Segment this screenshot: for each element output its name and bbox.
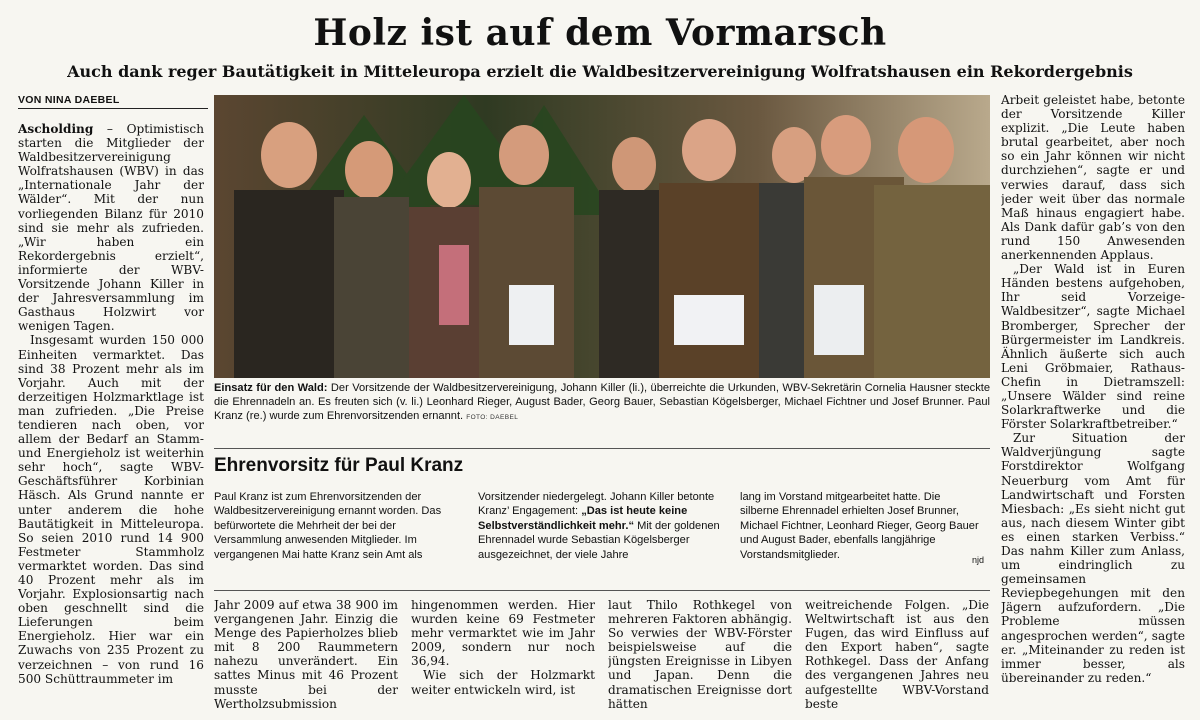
group-photo-image xyxy=(214,95,990,378)
dateline: Ascholding xyxy=(18,122,94,136)
bottom-paragraph-2a: hingenommen werden. Hier wurden keine 69 Festmeter mehr vermarktet wie im Jahr 2009, sondern nur noch 36,94. xyxy=(411,598,595,669)
box-column-2 xyxy=(478,490,730,562)
column-bottom-4 xyxy=(805,598,989,716)
bottom-paragraph-2b: Wie sich der Holzmarkt weiter entwickeln wird, ist xyxy=(411,668,595,697)
column-right xyxy=(1001,93,1185,717)
box-signature: njd xyxy=(972,555,985,565)
column-bottom-2 xyxy=(411,598,595,716)
box-separator-bottom xyxy=(214,590,990,591)
box-separator-top xyxy=(214,448,990,449)
box-col2-text-a: Vorsitzender niedergelegt. Johann Killer betonte Kranz’ Engagement: xyxy=(478,491,715,518)
photo-credit: FOTO: DAEBEL xyxy=(466,414,519,421)
caption-text: Der Vorsitzende der Waldbesitzervereinigung, Johann Killer (li.), überreichte die Urkunden, WBV-Sekretärin Cornelia Hausner steckte die Ehrennadeln an. Es freuten sich (v. li.) Leonhard Rieger, August Bader, Georg Bauer, Sebastian Kögelsberger, Michael Fichtner und Josef Brunner. Paul Kranz (re.) wurde zum Ehrenvorsitzenden ernannt. xyxy=(214,382,990,422)
bottom-paragraph-3: laut Thilo Rothkegel von mehreren Faktoren abhängig. So verwies der WBV-Förster beispielsweise auf die jüngsten Ereignisse in Libyen und Japan. Denn die dramatischen Ereignisse dort hätten xyxy=(608,598,792,711)
box-quote: „Das ist heute keine Selbstverständlichkeit mehr.“ xyxy=(478,505,688,532)
bottom-paragraph-4: weitreichende Folgen. „Die Weltwirtschaft ist aus den Fugen, das wird Einfluss auf den Export haben“, sagte Rothkegel. Dass der Anfang des vergangenen Jahres neu aufgestellte WBV-Vorstand beste xyxy=(805,598,989,711)
right-paragraph-1: Arbeit geleistet habe, betonte der Vorsitzende Killer explizit. „Die Leute haben brutal gearbeitet, aber noch so ein Jahr können wir nicht durchziehen“, sagte er und verwies darauf, dass sich jeder weit über das normale Maß hinaus engagiert habe. Als Dank dafür gab’s von den rund 150 Anwesenden anerkennenden Applaus. xyxy=(1001,93,1185,263)
bottom-paragraph-1: Jahr 2009 auf etwa 38 900 im vergangenen Jahr. Einzig die Menge des Papierholzes blieb mit 8 200 Raummetern nahezu unverändert. Ein sattes Minus mit 46 Prozent musste bei der Wertholzsubmission xyxy=(214,598,398,711)
box-col2-text-b: Mit der goldenen Ehrennadel wurde Sebastian Kögelsberger ausgezeichnet, der viele Jahre xyxy=(478,519,720,561)
paragraph-intro xyxy=(18,122,204,333)
article-subheadline: Auch dank reger Bautätigkeit in Mitteleuropa erzielt die Waldbesitzervereinigung Wolfratshausen ein Rekordergebnis xyxy=(67,62,1133,81)
box-headline: Ehrenvorsitz für Paul Kranz xyxy=(214,455,464,476)
byline: VON NINA DAEBEL xyxy=(18,94,120,106)
right-paragraph-3: Zur Situation der Waldverjüngung sagte Forstdirektor Wolfgang Neuerburg vom Amt für Landwirtschaft und Forsten Miesbach: „Es sieht nicht gut aus, nach diesem Winter gibt es einen starken Verbiss.“ Das nahm Killer zum Anlass, um eindringlich zu gemeinsamen Reviерbegehungen mit den Jägern aufzufordern. „Die Probleme müssen angesprochen werden“, sagte er. „Miteinander zu reden ist immer besser, als übereinander zu reden.“ xyxy=(1001,431,1185,685)
right-paragraph-2: „Der Wald ist in Euren Händen bestens aufgehoben, Ihr seid Vorzeige-Waldbesitzer“, sagte Michael Bromberger, Sprecher der Bürgermeister im Landkreis. Ähnlich äußerte sich auch Leni Gröbmaier, Rathaus-Chefin in Dietramszell: „Unsere Wälder sind reine Solarkraftwerke und die Förster Solarkraftbetreiber.“ xyxy=(1001,262,1185,432)
column-bottom-3 xyxy=(608,598,792,716)
group-photo xyxy=(214,95,990,378)
article-headline: Holz ist auf dem Vormarsch xyxy=(313,12,887,54)
column-bottom-1 xyxy=(214,598,398,716)
box-column-1: Paul Kranz ist zum Ehrenvorsitzenden der Waldbesitzervereinigung ernannt worden. Das befürwortete die Mehrheit der bei der Versammlung anwesenden Mitglieder. Im vergangenen Mai hatte Kranz sein Amt als xyxy=(214,491,442,561)
paragraph-figures: Insgesamt wurden 150 000 Einheiten vermarktet. Das sind 38 Prozent mehr als im Vorjahr. Auch mit der derzeitigen Holzmarktlage ist man zufrieden. „Die Preise tendieren nach oben, vor allem der Bedarf an Stamm- und Energieholz ist weiterhin sehr hoch“, sagte WBV-Geschäftsführer Korbinian Häsch. Als Grund nannte er unter anderem die hohe Bautätigkeit in Mitteleuropa. So seien 2010 rund 14 900 Festmeter Stammholz vermarktet worden. Das sind 40 Prozent mehr als im Vorjahr. Explosionsartig nach oben geschnellt sind die Lieferungen beim Energieholz. Hier war ein Zuwachs von 235 Prozent zu verzeichnen – von rund 16 500 Schüttraummeter im xyxy=(18,333,204,686)
column-left xyxy=(18,122,204,714)
box-column-3: lang im Vorstand mitgearbeitet hatte. Die silberne Ehrennadel erhielten Josef Brunner, Michael Fichtner, Leonhard Rieger, Georg Bauer und August Bader, ebenfalls langjährige Vorstandsmitglieder. xyxy=(740,491,979,561)
caption-label: Einsatz für den Wald: xyxy=(214,382,328,394)
byline-rule xyxy=(18,108,208,109)
intro-text: – Optimistisch starten die Mitglieder der Waldbesitzervereinigung Wolfratshausen (WBV) in das „Internationale Jahr der Wälder“. Mit der nun vorliegenden Bilanz für 2010 sind sie mehr als zufrieden. „Wir haben ein Rekordergebnis erzielt“, informierte der WBV-Vorsitzende Johann Killer in der Jahresversammlung im Gasthaus Holzwirt vor wenigen Tagen. xyxy=(18,122,204,334)
photo-caption xyxy=(214,381,990,425)
